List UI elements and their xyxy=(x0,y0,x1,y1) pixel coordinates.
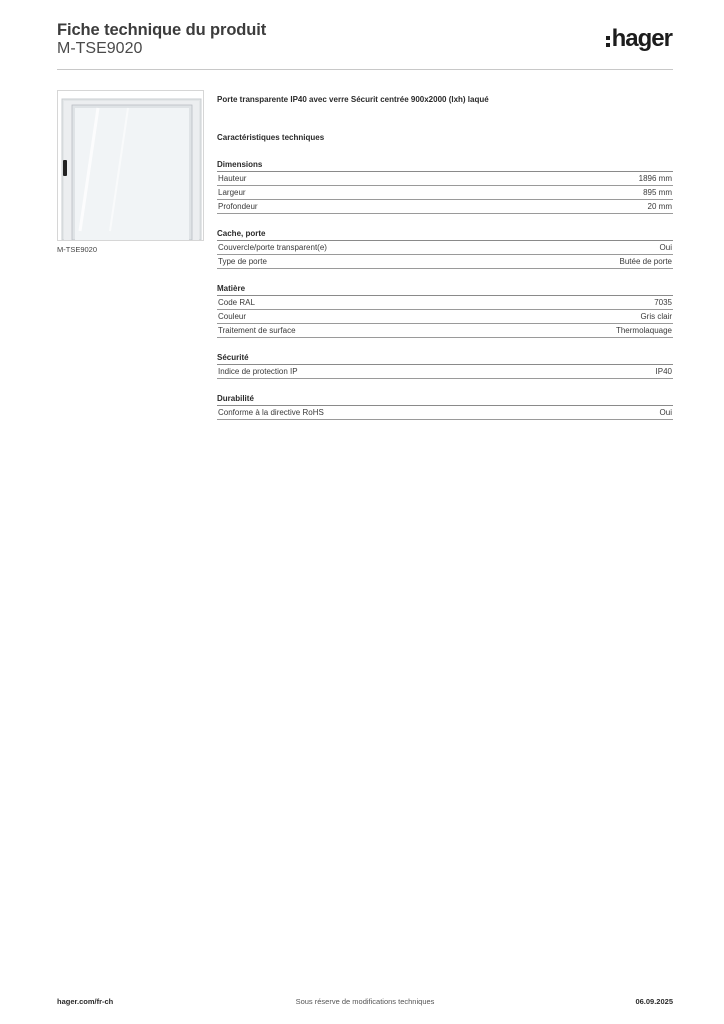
spec-value: IP40 xyxy=(655,367,672,376)
spec-label: Conforme à la directive RoHS xyxy=(218,408,324,417)
spec-row xyxy=(217,406,673,420)
spec-label: Largeur xyxy=(218,188,246,197)
spec-group xyxy=(217,352,673,379)
spec-group xyxy=(217,228,673,269)
spec-value: Oui xyxy=(659,408,672,417)
spec-groups xyxy=(217,159,673,420)
logo-text: hager xyxy=(611,25,672,52)
spec-row xyxy=(217,200,673,214)
spec-row xyxy=(217,255,673,269)
spec-value: Thermolaquage xyxy=(615,326,672,335)
spec-group xyxy=(217,393,673,420)
spec-group xyxy=(217,159,673,214)
spec-value: 7035 xyxy=(654,298,672,307)
spec-group-title: Sécurité xyxy=(217,352,673,365)
spec-label: Indice de protection IP xyxy=(218,367,298,376)
spec-group xyxy=(217,283,673,338)
spec-row xyxy=(217,186,673,200)
footer-date: 06.09.2025 xyxy=(635,997,673,1006)
spec-content xyxy=(217,94,673,420)
product-image xyxy=(57,90,204,241)
spec-group-title: Durabilité xyxy=(217,393,673,406)
hager-logo xyxy=(606,26,672,52)
spec-label: Hauteur xyxy=(218,174,247,183)
footer-website: hager.com/fr-ch xyxy=(57,997,114,1006)
spec-row xyxy=(217,310,673,324)
spec-row xyxy=(217,296,673,310)
footer-disclaimer: Sous réserve de modifications techniques xyxy=(295,997,435,1006)
spec-value: Oui xyxy=(659,243,672,252)
spec-label: Couvercle/porte transparent(e) xyxy=(218,243,327,252)
document-title: Fiche technique du produit xyxy=(57,21,267,39)
spec-label: Traitement de surface xyxy=(218,326,296,335)
image-caption: M-TSE9020 xyxy=(57,245,98,254)
spec-value: 1896 mm xyxy=(638,174,672,183)
specs-heading: Caractéristiques techniques xyxy=(217,133,325,142)
spec-row xyxy=(217,365,673,379)
spec-label: Profondeur xyxy=(218,202,258,211)
spec-value: Gris clair xyxy=(640,312,672,321)
spec-group-title: Cache, porte xyxy=(217,228,673,241)
product-description: Porte transparente IP40 avec verre Sécurit centrée 900x2000 (lxh) laqué xyxy=(217,95,489,104)
spec-group-title: Matière xyxy=(217,283,673,296)
spec-value: Butée de porte xyxy=(619,257,672,266)
spec-label: Type de porte xyxy=(218,257,267,266)
spec-group-title: Dimensions xyxy=(217,159,673,172)
logo-dots-icon xyxy=(606,28,610,50)
product-reference: M-TSE9020 xyxy=(57,40,143,57)
spec-value: 20 mm xyxy=(647,202,672,211)
page-footer xyxy=(57,997,673,1011)
spec-row xyxy=(217,324,673,338)
door-illustration-icon xyxy=(58,91,203,240)
page-header xyxy=(57,20,673,70)
spec-row xyxy=(217,172,673,186)
spec-label: Couleur xyxy=(218,312,247,321)
spec-row xyxy=(217,241,673,255)
spec-value: 895 mm xyxy=(643,188,672,197)
spec-label: Code RAL xyxy=(218,298,255,307)
